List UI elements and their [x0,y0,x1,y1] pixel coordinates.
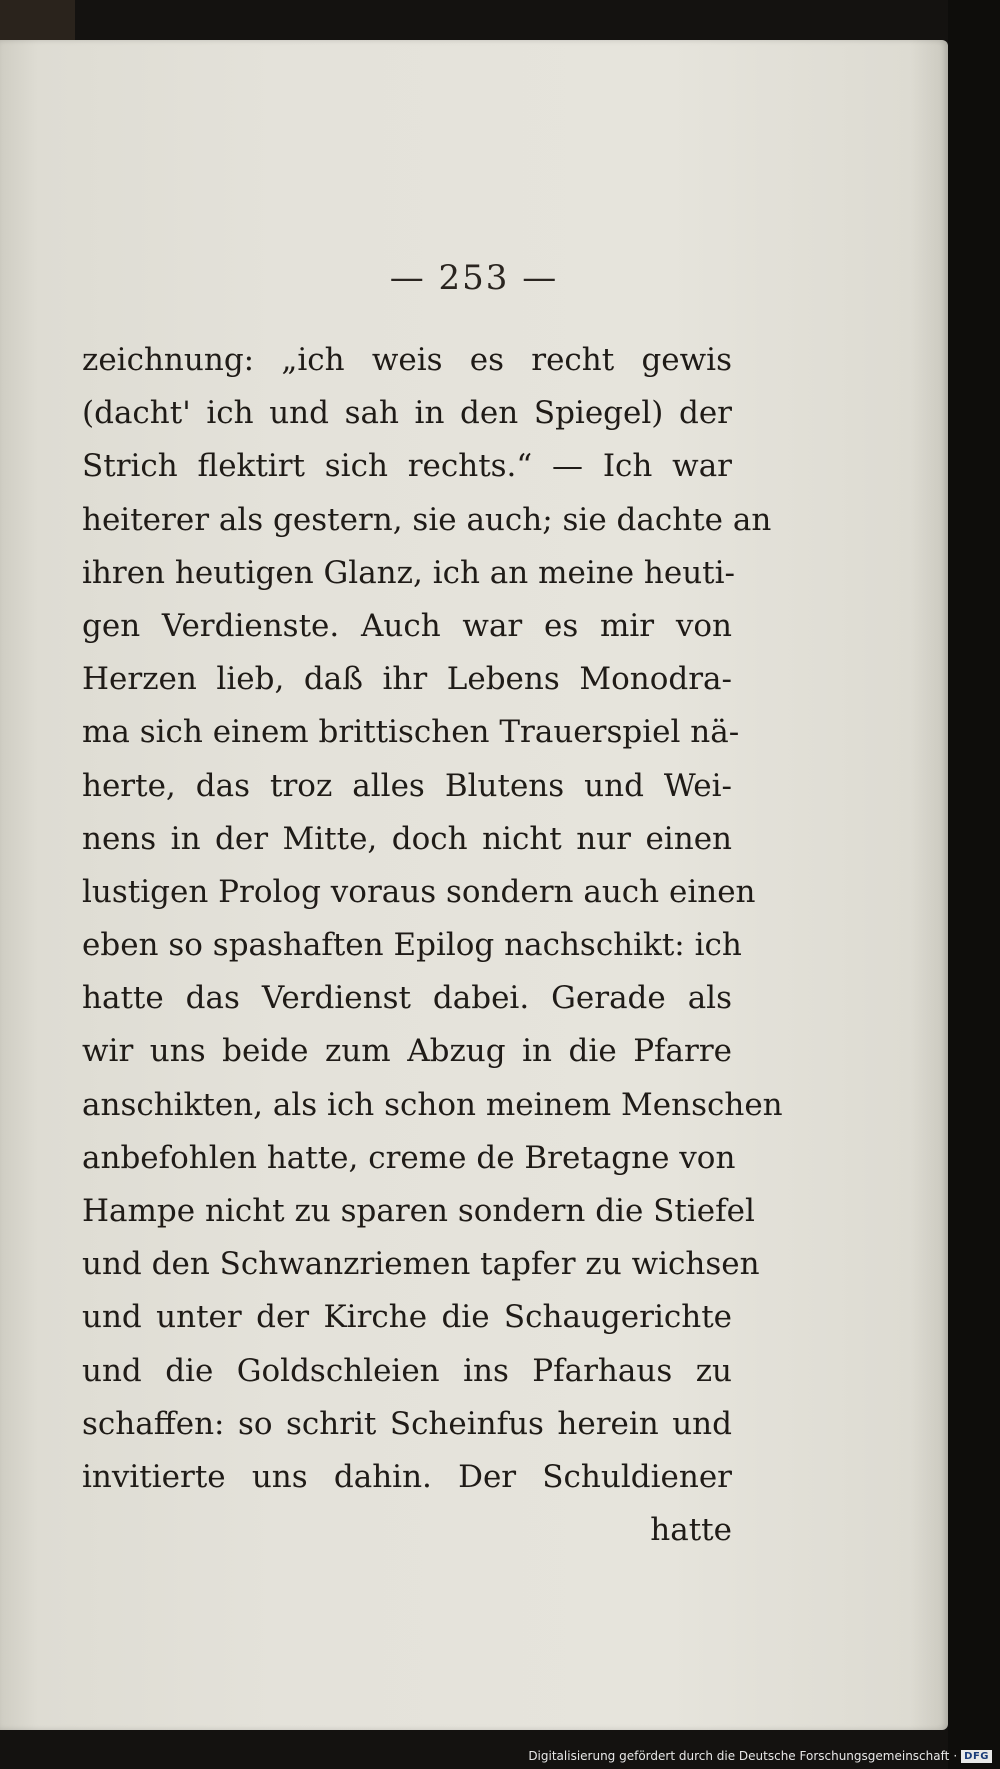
text-line: und unter der Kirche die Schaugerichte [82,1299,732,1336]
scan-edge [948,0,1000,1769]
text-line: wir uns beide zum Abzug in die Pfarre [82,1033,732,1070]
text-line: hatte das Verdienst dabei. Gerade als [82,980,732,1017]
page-number: — 253 — [389,258,559,298]
body-text [82,334,783,1557]
binding-edge [0,0,75,40]
book-page [0,40,948,1730]
text-line: ma sich einem brittischen Trauerspiel nä- [82,714,740,751]
text-line: Strich flektirt sich rechts.“ — Ich war [82,448,732,485]
catchword: hatte [650,1512,732,1549]
text-line: heiterer als gestern, sie auch; sie dachte an [82,501,772,538]
text-line: (dacht' ich und sah in den Spiegel) der [82,395,732,432]
dfg-logo-icon: DFG [961,1750,992,1763]
footer-credit [528,1749,992,1763]
text-line: herte, das troz alles Blutens und Wei- [82,767,732,804]
text-line: schaffen: so schrit Scheinfus herein und [82,1405,732,1442]
text-line: invitierte uns dahin. Der Schuldiener [82,1458,732,1495]
text-line: ihren heutigen Glanz, ich an meine heuti- [82,554,736,591]
footer-text: Digitalisierung gefördert durch die Deutsche Forschungsgemeinschaft [528,1749,950,1763]
text-line: anbefohlen hatte, creme de Bretagne von [82,1139,736,1176]
text-line: zeichnung: „ich weis es recht gewis [82,342,732,378]
text-line: Herzen lieb, daß ihr Lebens Monodra- [82,661,732,698]
text-line: anschikten, als ich schon meinem Menschen [82,1086,783,1123]
text-line: und den Schwanzriemen tapfer zu wichsen [82,1246,760,1283]
text-line: Hampe nicht zu sparen sondern die Stiefel [82,1193,755,1229]
text-line: nens in der Mitte, doch nicht nur einen [82,820,732,857]
text-line: lustigen Prolog voraus sondern auch einen [82,873,756,910]
text-line: eben so spashaften Epilog nachschikt: ich [82,927,742,964]
text-line: gen Verdienste. Auch war es mir von [82,607,732,644]
text-line: und die Goldschleien ins Pfarhaus zu [82,1352,732,1389]
footer-separator: · [953,1749,958,1763]
